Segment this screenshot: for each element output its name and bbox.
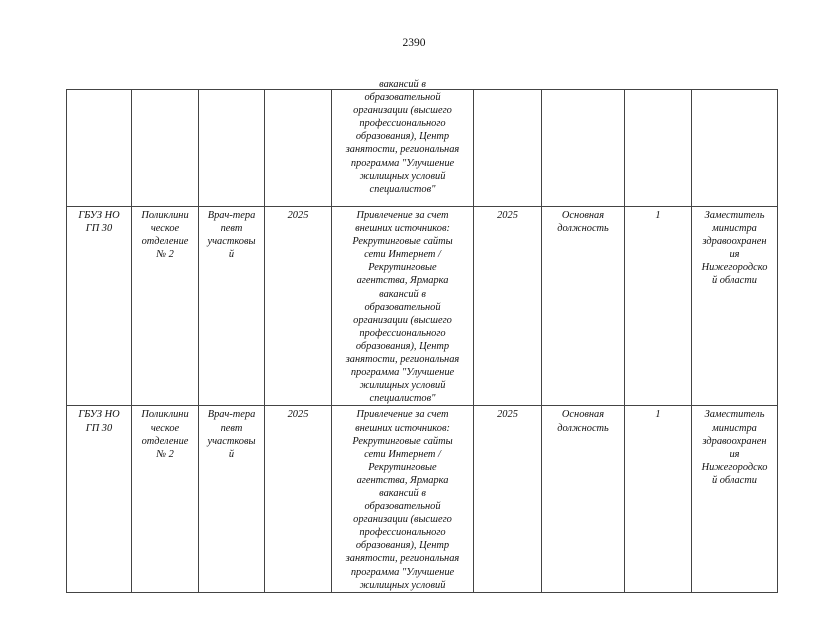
employment-type-cell: Основная должность (542, 406, 625, 593)
responsible-cell (692, 90, 778, 207)
target-year-cell: 2025 (474, 207, 542, 406)
table-row (67, 406, 778, 593)
count-cell (625, 90, 692, 207)
responsible-cell: Заместитель министра здравоохранен ия Нижегородско й области (692, 406, 778, 593)
position-cell: Врач-тера певт участковы й (199, 207, 265, 406)
position-cell (199, 90, 265, 207)
department-cell (132, 90, 199, 207)
org-cell: ГБУЗ НО ГП 30 (67, 207, 132, 406)
employment-type-cell (542, 90, 625, 207)
page-number: 2390 (402, 37, 426, 49)
count-cell: 1 (625, 406, 692, 593)
year-cell: 2025 (265, 207, 332, 406)
source-cell: Привлечение за счет внешних источников: Рекрутинговые сайты сети Интернет / Рекрутинговые агентства, Ярмарка вакансий в образовательной организации (высшего профессионального образования), Центр занятости, региональная программа "Улучшение жилищных условий (332, 406, 474, 593)
department-cell: Поликлини ческое отделение № 2 (132, 207, 199, 406)
source-cell: Привлечение за счет внешних источников: Рекрутинговые сайты сети Интернет / Рекрутинговые агентства, Ярмарка вакансий в образовательной организации (высшего профессионального образования), Центр занятости, региональная программа "Улучшение жилищных условий специалистов" (332, 207, 474, 406)
staffing-table (66, 79, 778, 593)
position-cell: Врач-тера певт участковы й (199, 406, 265, 593)
count-cell: 1 (625, 207, 692, 406)
org-cell (67, 90, 132, 207)
table-row (67, 207, 778, 406)
org-cell: ГБУЗ НО ГП 30 (67, 406, 132, 593)
year-cell: 2025 (265, 406, 332, 593)
employment-type-cell: Основная должность (542, 207, 625, 406)
table-row (67, 90, 778, 207)
year-cell (265, 90, 332, 207)
department-cell: Поликлини ческое отделение № 2 (132, 406, 199, 593)
target-year-cell (474, 90, 542, 207)
source-cell: вакансий в образовательной организации (высшего профессионального образования), Центр занятости, региональная программа "Улучшение жилищных условий специалистов" (332, 90, 474, 207)
responsible-cell: Заместитель министра здравоохранен ия Нижегородско й области (692, 207, 778, 406)
target-year-cell: 2025 (474, 406, 542, 593)
